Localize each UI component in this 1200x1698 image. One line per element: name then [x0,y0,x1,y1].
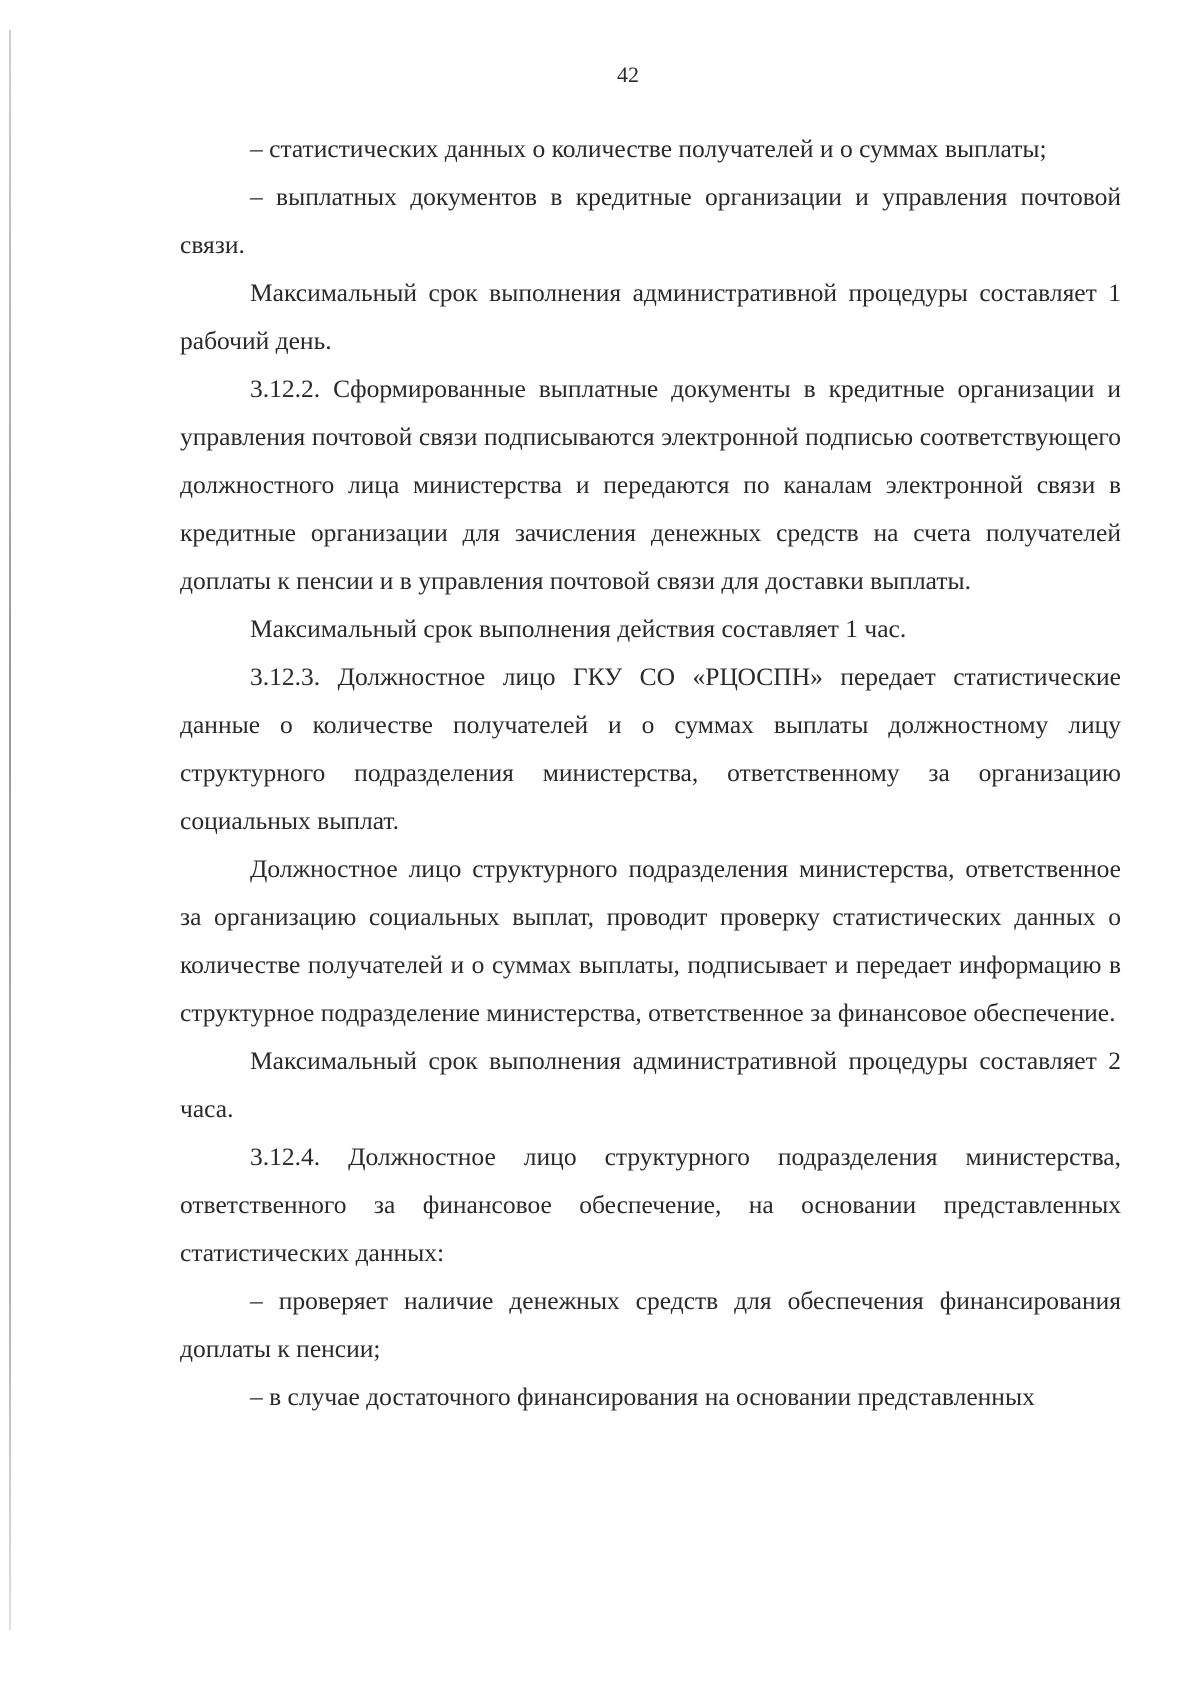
paragraph: Должностное лицо структурного подразделения министерства, ответственное за организацию социальных выплат, проводит проверку статистических данных о количестве получателей и о суммах выплаты, подписывает и передает информацию в структурное подразделение министерства, ответственное за финансовое обеспечение. [180,854,1121,1027]
paragraph: 3.12.4. Должностное лицо структурного подразделения министерства, ответственного за финансовое обеспечение, на основании представленных статистических данных: [180,1142,1121,1267]
paragraph: Максимальный срок выполнения административной процедуры составляет 2 часа. [180,1046,1121,1123]
page-number: 42 [617,62,639,87]
paragraph: Максимальный срок выполнения административной процедуры составляет 1 рабочий день. [180,278,1121,355]
scan-edge-shadow [9,30,11,1630]
paragraph: – в случае достаточного финансирования на основании представленных [250,1382,1035,1411]
paragraph: – статистических данных о количестве получателей и о суммах выплаты; [250,134,1047,163]
document-body [180,125,1121,1421]
paragraph: 3.12.3. Должностное лицо ГКУ СО «РЦОСПН» передает статистические данные о количестве получателей и о суммах выплаты должностному лицу структурного подразделения министерства, ответственному за организацию социальных выплат. [180,662,1121,835]
paragraph: 3.12.2. Сформированные выплатные документы в кредитные организации и управления почтовой связи подписываются электронной подписью соответствующего должностного лица министерства и передаются по каналам электронной связи в кредитные организации для зачисления денежных средств на счета получателей доплаты к пенсии и в управления почтовой связи для доставки выплаты. [180,374,1121,595]
paragraph: Максимальный срок выполнения действия составляет 1 час. [250,614,907,643]
paragraph: – проверяет наличие денежных средств для обеспечения финансирования доплаты к пенсии; [180,1286,1121,1363]
paragraph: – выплатных документов в кредитные организации и управления почтовой связи. [180,182,1121,259]
